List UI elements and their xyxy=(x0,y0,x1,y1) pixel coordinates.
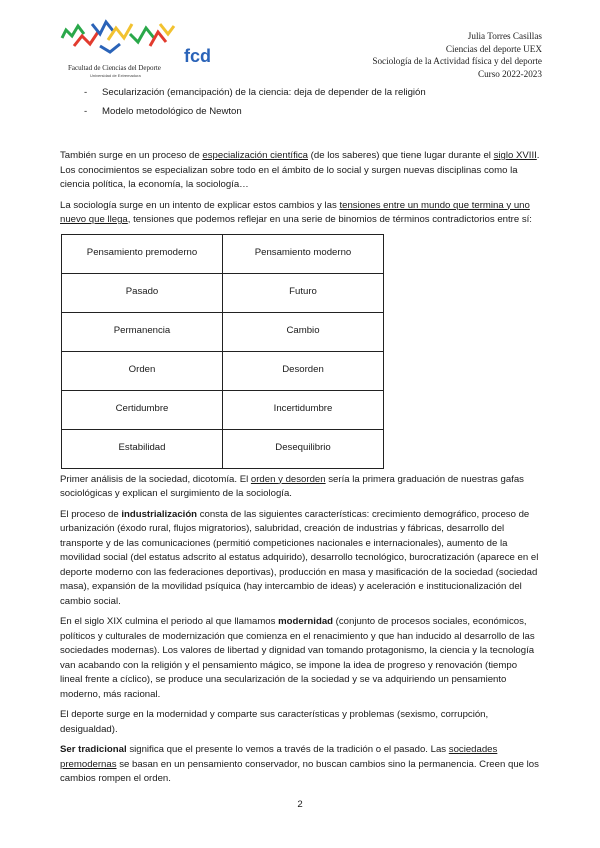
table-row xyxy=(62,390,384,429)
paragraph-deporte: El deporte surge en la modernidad y comparte sus características y problemas (sexismo, corrupción, desigualdad). xyxy=(60,709,489,735)
binomios-table xyxy=(61,234,384,469)
table-header-cell: Pensamiento moderno xyxy=(223,234,384,273)
list-item: - Modelo metodológico de Newton xyxy=(84,105,242,117)
table-row xyxy=(62,429,384,468)
header-course: Curso 2022-2023 xyxy=(477,68,542,79)
table-cell: Desorden xyxy=(223,351,384,390)
table-cell: Estabilidad xyxy=(62,429,223,468)
paragraph-tradicional: Ser tradicional significa que el presente lo vemos a través de la tradición o el pasado. Las sociedades premodernas se basan en un pensamiento conservador, no buscan cambios sino la permanencia. Creen que los cambios rompen el orden. xyxy=(60,744,539,784)
table-row xyxy=(62,312,384,351)
paragraph-dicotomia: Primer análisis de la sociedad, dicotomía. El orden y desorden sería la primera graduación de nuestras gafas sociológicas y explican el surgimiento de la sociología. xyxy=(60,473,524,499)
paragraph-modernidad: En el siglo XIX culmina el periodo al que llamamos modernidad (conjunto de procesos sociales, económicos, políticos y culturales de modernización que comienza en el renacimiento y que han inducido al desarrollo de las sociedades modernas). Los valores de libertad y dignidad van tomando protagonismo, la ciencia y la tecnología van acabando con la religión y el pensamiento mágico, se impone la idea de progreso y renovación (tiempo lineal frente a cíclico), se produce una secularización de la sociedad y se va adquiriendo un pensamiento moderno, más racional. xyxy=(60,616,535,700)
logo-fcd: fcd xyxy=(184,46,210,66)
page-number: 2 xyxy=(297,799,303,810)
table-header-row xyxy=(62,234,384,273)
table-row xyxy=(62,351,384,390)
logo-tagline: Universidad de Extremadura xyxy=(90,73,141,78)
paragraph-tensiones: La sociología surge en un intento de explicar estos cambios y las tensiones entre un mundo que termina y uno nuevo que llega, tensiones que podemos reflejar en una serie de binomios de términos contradictorios entre sí: xyxy=(60,199,532,225)
logo-subtitle: Facultad de Ciencias del Deporte xyxy=(68,64,161,72)
table-cell: Pasado xyxy=(62,273,223,312)
table-cell: Cambio xyxy=(223,312,384,351)
header-degree: Ciencias del deporte UEX xyxy=(445,43,542,54)
table-cell: Orden xyxy=(62,351,223,390)
table-header-cell: Pensamiento premoderno xyxy=(62,234,223,273)
table-row xyxy=(62,273,384,312)
table-cell: Futuro xyxy=(223,273,384,312)
faculty-logo xyxy=(60,16,210,84)
document-body xyxy=(60,86,542,793)
header-subject: Sociología de la Actividad física y del deporte xyxy=(372,56,542,66)
document-header xyxy=(372,30,542,80)
header-author: Julia Torres Casillas xyxy=(467,31,542,41)
paragraph-especializacion: También surge en un proceso de especialización científica (de los saberes) que tiene lugar durante el siglo XVIII. Los conocimientos se especializan sobre todo en el ámbito de lo social y surgen nuevas disciplinas como la ciencia política, la economía, la sociología… xyxy=(60,150,540,190)
table-cell: Permanencia xyxy=(62,312,223,351)
table-cell: Desequilibrio xyxy=(223,429,384,468)
table-cell: Incertidumbre xyxy=(223,390,384,429)
table-cell: Certidumbre xyxy=(62,390,223,429)
paragraph-industrializacion: El proceso de industrialización consta de las siguientes características: crecimiento demográfico, proceso de urbanización (éxodo rural, flujos migratorios), salubridad, creación de industrias y fábricas, desarrollo del transporte y de las comunicaciones (permitió competiciones nacionales e internacionales), aumento de la movilidad social (del estatus adscrito al estatus adquirido), desarrollo tecnológico, burocratización (aparece en el deporte moderno con las federaciones deportivas), producción en masa y masificación de la sociedad (sociedad masa), expansión de la movilidad psíquica (hay intercambio de ideas) y aceleración e institucionalización del cambio social. xyxy=(60,508,539,607)
list-item: - Secularización (emancipación) de la ciencia: deja de depender de la religión xyxy=(84,87,426,98)
logo-graphic xyxy=(60,16,210,84)
